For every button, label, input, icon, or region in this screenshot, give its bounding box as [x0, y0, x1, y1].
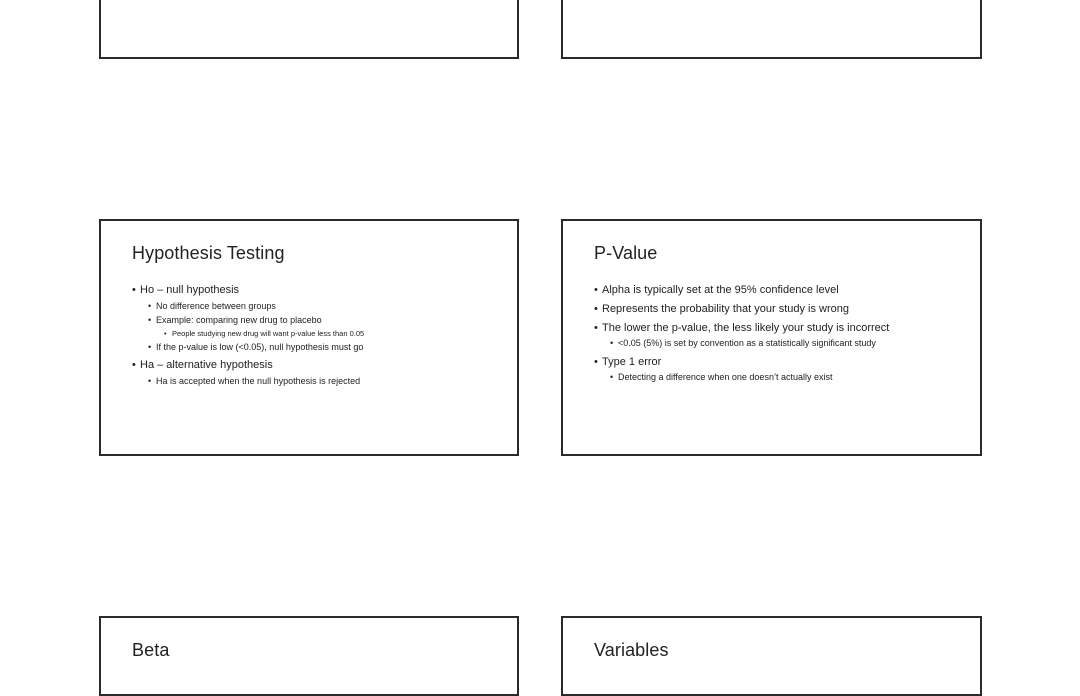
bullet-list	[594, 284, 970, 387]
bullet-item: • Ha – alternative hypothesis	[132, 359, 507, 373]
bullet-subitem: • Detecting a difference when one doesn’t actually exist	[594, 372, 970, 383]
slide-thumbnail-top-left	[99, 0, 519, 59]
bullet-item: • Alpha is typically set at the 95% confidence level	[594, 284, 970, 298]
bullet-item: • Ho – null hypothesis	[132, 284, 507, 298]
bullet-subitem: • If the p-value is low (<0.05), null hypothesis must go	[132, 342, 507, 353]
bullet-subitem: • Ha is accepted when the null hypothesis is rejected	[132, 376, 507, 387]
bullet-subsubitem: • People studying new drug will want p-value less than 0.05	[132, 329, 507, 338]
slide-title: Variables	[594, 640, 669, 660]
bullet-subitem: • Example: comparing new drug to placebo	[132, 315, 507, 326]
slide-beta	[99, 616, 519, 696]
slide-thumbnail-top-right	[561, 0, 982, 59]
bullet-item: • Represents the probability that your study is wrong	[594, 303, 970, 317]
slide-variables	[561, 616, 982, 696]
slide-p-value	[561, 219, 982, 456]
slide-title: Hypothesis Testing	[132, 243, 285, 263]
bullet-subitem: • No difference between groups	[132, 301, 507, 312]
bullet-subitem: • <0.05 (5%) is set by convention as a statistically significant study	[594, 338, 970, 349]
slide-title: P-Value	[594, 243, 658, 263]
bullet-list	[132, 284, 507, 390]
bullet-item: • The lower the p-value, the less likely your study is incorrect	[594, 322, 970, 336]
bullet-item: • Type 1 error	[594, 356, 970, 370]
slide-hypothesis-testing	[99, 219, 519, 456]
slide-title: Beta	[132, 640, 170, 660]
